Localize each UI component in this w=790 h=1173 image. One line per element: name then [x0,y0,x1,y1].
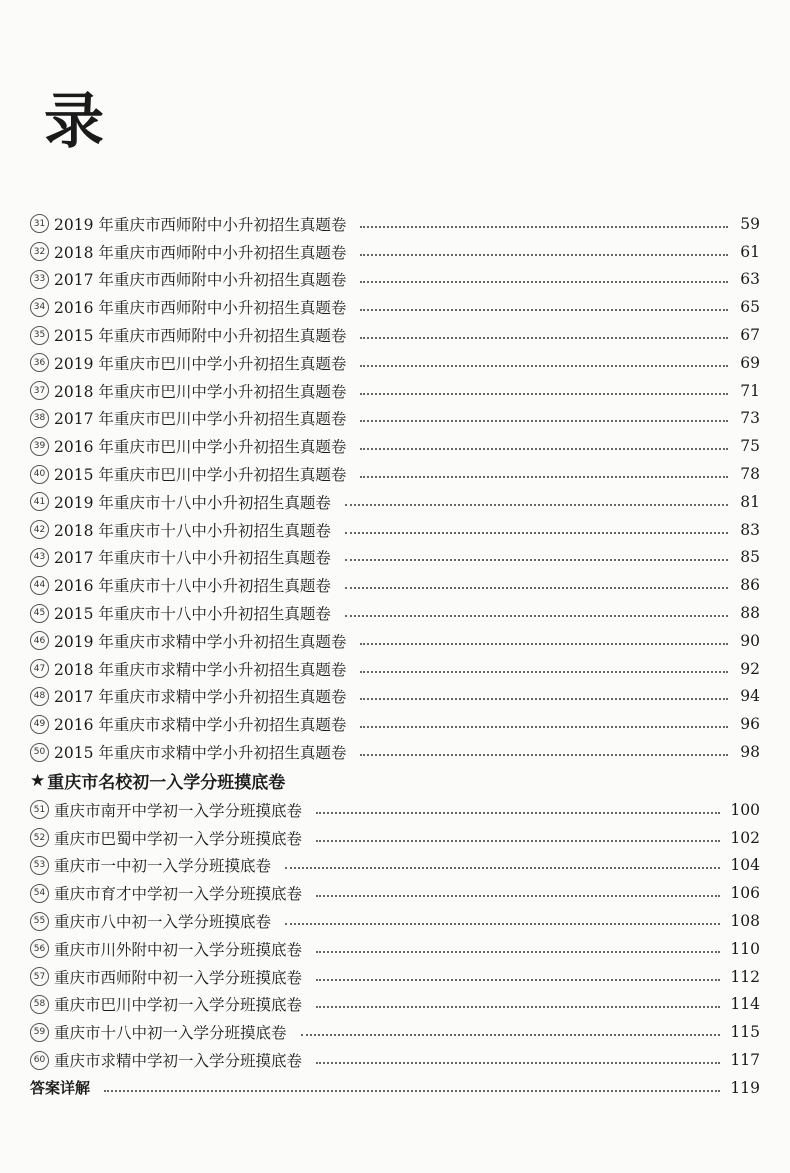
toc-entry-51[interactable] [30,796,760,824]
entry-page: 81 [740,492,760,511]
entry-number-badge: 51 [30,800,49,819]
toc-entry-41[interactable] [30,488,760,516]
entry-number-badge: 47 [30,659,49,678]
leader-dots [316,812,720,814]
toc-entry-45[interactable] [30,599,760,627]
entry-number-badge: 58 [30,995,49,1014]
toc-entry-32[interactable] [30,238,760,266]
toc-entry-55[interactable] [30,907,760,935]
entry-number-badge: 45 [30,604,49,623]
entry-number-badge: 34 [30,298,49,317]
leader-dots [360,476,728,478]
entry-title: 2019 年重庆市巴川中学小升初招生真题卷 [54,354,347,373]
leader-dots [360,226,728,228]
leader-dots [345,559,728,561]
entry-title: 2015 年重庆市巴川中学小升初招生真题卷 [54,466,347,485]
toc-entry-40[interactable] [30,460,760,488]
leader-dots [316,1006,720,1008]
entry-number-badge: 57 [30,967,49,986]
toc-entry-54[interactable] [30,879,760,907]
entry-page: 100 [730,800,760,819]
entry-number-badge: 50 [30,743,49,762]
entry-number-badge: 44 [30,576,49,595]
entry-number-badge: 41 [30,492,49,511]
leader-dots [360,393,728,395]
entry-title: 2019 年重庆市求精中学小升初招生真题卷 [54,632,347,651]
entry-title: 2017 年重庆市求精中学小升初招生真题卷 [54,688,347,707]
entry-page: 73 [740,409,760,428]
entry-page: 59 [740,214,760,233]
toc-entry-57[interactable] [30,963,760,991]
leader-dots [104,1090,720,1092]
leader-dots [285,923,720,925]
entry-page: 65 [740,298,760,317]
entry-page: 88 [740,604,760,623]
leader-dots [316,840,720,842]
leader-dots [345,615,728,617]
entry-page: 90 [740,631,760,650]
toc-entry-59[interactable] [30,1018,760,1046]
leader-dots [360,726,728,728]
entry-number-badge: 32 [30,242,49,261]
leader-dots [360,337,728,339]
entry-page: 110 [730,939,760,958]
entry-page: 86 [740,576,760,595]
entry-title: 重庆市西师附中初一入学分班摸底卷 [54,968,303,987]
entry-title: 2018 年重庆市西师附中小升初招生真题卷 [54,243,347,262]
entry-number-badge: 48 [30,687,49,706]
entry-number-badge: 39 [30,437,49,456]
entry-title: 2015 年重庆市西师附中小升初招生真题卷 [54,327,347,346]
entry-page: 78 [740,465,760,484]
entry-page: 94 [740,687,760,706]
entry-number-badge: 35 [30,326,49,345]
entry-page: 75 [740,437,760,456]
toc-entry-53[interactable] [30,852,760,880]
toc-entry-34[interactable] [30,293,760,321]
toc-entry-46[interactable] [30,627,760,655]
entry-page: 61 [740,242,760,261]
entry-number-badge: 49 [30,715,49,734]
entry-title: 重庆市一中初一入学分班摸底卷 [54,857,272,876]
leader-dots [360,671,728,673]
toc-entry-44[interactable] [30,571,760,599]
section-heading [30,766,760,796]
toc-entry-31[interactable] [30,210,760,238]
leader-dots [360,754,728,756]
answers-title: 答案详解 [30,1079,91,1098]
entry-title: 重庆市川外附中初一入学分班摸底卷 [54,940,303,959]
toc-entry-56[interactable] [30,935,760,963]
entry-title: 重庆市巴川中学初一入学分班摸底卷 [54,996,303,1015]
entry-title: 2015 年重庆市求精中学小升初招生真题卷 [54,744,347,763]
leader-dots [301,1034,721,1036]
entry-number-badge: 46 [30,631,49,650]
entry-number-badge: 59 [30,1023,49,1042]
entry-title: 2016 年重庆市十八中小升初招生真题卷 [54,577,331,596]
leader-dots [316,979,720,981]
entry-title: 重庆市南开中学初一入学分班摸底卷 [54,801,303,820]
entry-page: 106 [730,884,760,903]
entry-page: 115 [730,1023,760,1042]
entry-number-badge: 60 [30,1051,49,1070]
entry-title: 2018 年重庆市巴川中学小升初招生真题卷 [54,382,347,401]
entry-number-badge: 53 [30,856,49,875]
entry-page: 96 [740,715,760,734]
toc-entry-50[interactable] [30,738,760,766]
entry-title: 重庆市巴蜀中学初一入学分班摸底卷 [54,829,303,848]
entry-number-badge: 31 [30,214,49,233]
toc-entry-38[interactable] [30,405,760,433]
entry-title: 重庆市育才中学初一入学分班摸底卷 [54,885,303,904]
leader-dots [360,365,728,367]
leader-dots [360,420,728,422]
leader-dots [316,951,720,953]
toc-entry-58[interactable] [30,991,760,1019]
toc-entry-60[interactable] [30,1046,760,1074]
entry-page: 102 [730,828,760,847]
leader-dots [345,532,728,534]
table-of-contents [30,210,760,1102]
entry-number-badge: 36 [30,353,49,372]
toc-entry-answers[interactable] [30,1074,760,1102]
leader-dots [316,895,720,897]
entry-title: 2017 年重庆市巴川中学小升初招生真题卷 [54,410,347,429]
toc-entry-42[interactable] [30,516,760,544]
entry-title: 2019 年重庆市西师附中小升初招生真题卷 [54,215,347,234]
entry-number-badge: 43 [30,548,49,567]
toc-entry-36[interactable] [30,349,760,377]
page-title: 录 [44,87,104,157]
toc-entry-33[interactable] [30,266,760,294]
entry-title: 2018 年重庆市十八中小升初招生真题卷 [54,521,331,540]
entry-number-badge: 42 [30,520,49,539]
toc-entry-37[interactable] [30,377,760,405]
leader-dots [285,867,720,869]
entry-page: 63 [740,270,760,289]
entry-page: 108 [730,912,760,931]
entry-title: 2017 年重庆市西师附中小升初招生真题卷 [54,271,347,290]
entry-title: 2016 年重庆市求精中学小升初招生真题卷 [54,716,347,735]
leader-dots [345,587,728,589]
entry-page: 98 [740,743,760,762]
answers-page: 119 [730,1078,760,1097]
entry-page: 67 [740,326,760,345]
toc-entry-35[interactable] [30,321,760,349]
section-heading-text: 重庆市名校初一入学分班摸底卷 [47,773,286,794]
leader-dots [360,643,728,645]
entry-number-badge: 52 [30,828,49,847]
entry-number-badge: 54 [30,884,49,903]
entry-title: 2017 年重庆市十八中小升初招生真题卷 [54,549,331,568]
entry-number-badge: 37 [30,381,49,400]
entry-page: 112 [730,967,760,986]
entry-number-badge: 56 [30,939,49,958]
toc-entry-47[interactable] [30,655,760,683]
entry-page: 71 [740,381,760,400]
toc-entry-52[interactable] [30,824,760,852]
entry-page: 117 [730,1051,760,1069]
toc-entry-43[interactable] [30,544,760,572]
entry-title: 2016 年重庆市巴川中学小升初招生真题卷 [54,438,347,457]
leader-dots [360,309,728,311]
leader-dots [360,448,728,450]
star-icon: ★ [30,770,46,791]
leader-dots [345,504,728,506]
entry-page: 69 [740,353,760,372]
leader-dots [360,698,728,700]
toc-entry-39[interactable] [30,432,760,460]
entry-title: 2016 年重庆市西师附中小升初招生真题卷 [54,299,347,318]
entry-page: 85 [740,548,760,567]
entry-number-badge: 40 [30,465,49,484]
entry-page: 104 [730,856,760,875]
entry-title: 重庆市十八中初一入学分班摸底卷 [54,1024,287,1043]
entry-title: 重庆市求精中学初一入学分班摸底卷 [54,1052,303,1070]
entry-page: 92 [740,659,760,678]
toc-entry-49[interactable] [30,710,760,738]
leader-dots [316,1062,720,1064]
entry-number-badge: 55 [30,912,49,931]
entry-number-badge: 38 [30,409,49,428]
entry-title: 2019 年重庆市十八中小升初招生真题卷 [54,493,331,512]
entry-title: 2018 年重庆市求精中学小升初招生真题卷 [54,660,347,679]
leader-dots [360,254,728,256]
toc-entry-48[interactable] [30,683,760,711]
leader-dots [360,281,728,283]
entry-title: 2015 年重庆市十八中小升初招生真题卷 [54,605,331,624]
entry-title: 重庆市八中初一入学分班摸底卷 [54,913,272,932]
entry-page: 83 [740,520,760,539]
entry-number-badge: 33 [30,270,49,289]
entry-page: 114 [730,995,760,1014]
